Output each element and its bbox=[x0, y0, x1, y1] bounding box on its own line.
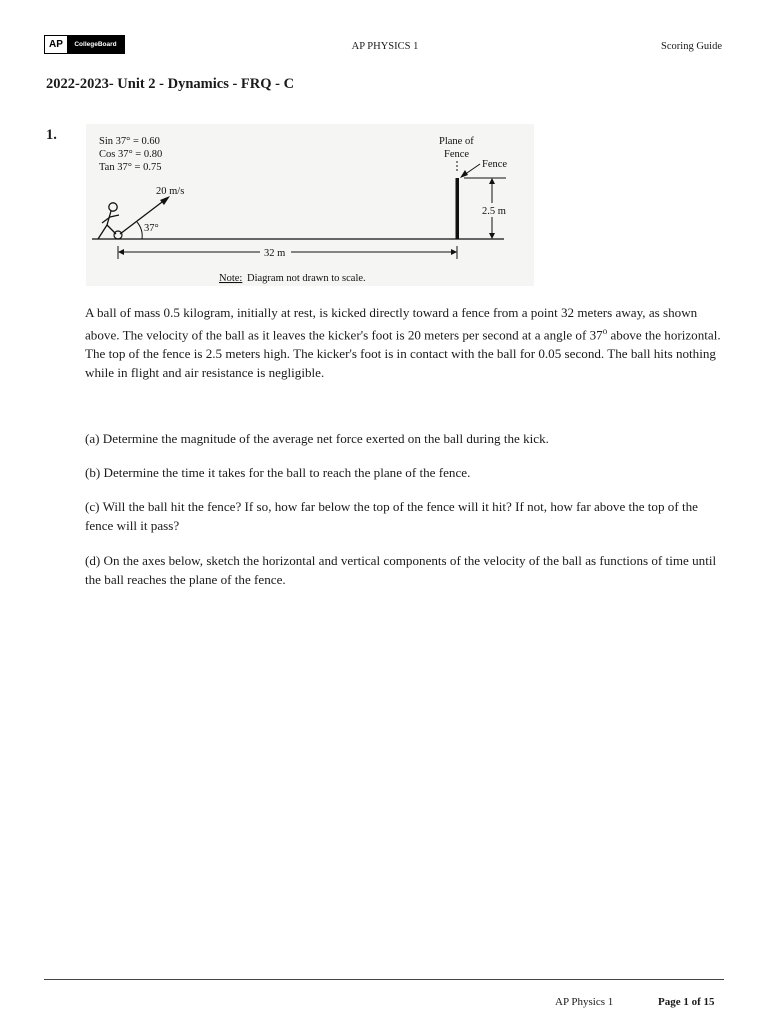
footer-divider bbox=[44, 979, 724, 980]
trig-tan: Tan 37° = 0.75 bbox=[99, 162, 162, 173]
distance-label: 32 m bbox=[264, 248, 286, 259]
velocity-arrowhead-icon bbox=[160, 196, 170, 205]
distance-arrow-left-icon bbox=[118, 249, 124, 255]
height-arrow-up-icon bbox=[489, 178, 495, 184]
kicker-figure bbox=[98, 203, 119, 239]
logo-ap-text: AP bbox=[45, 36, 67, 53]
trig-cos: Cos 37° = 0.80 bbox=[99, 149, 163, 160]
note-prefix: Note: bbox=[219, 273, 243, 284]
velocity-vector bbox=[120, 199, 166, 234]
footer-course: AP Physics 1 bbox=[555, 996, 614, 1008]
trig-sin: Sin 37° = 0.60 bbox=[99, 136, 160, 147]
projectile-diagram bbox=[86, 124, 534, 286]
logo-brand-text: CollegeBoard bbox=[67, 36, 124, 53]
question-number: 1. bbox=[46, 127, 57, 143]
fence-label: Fence bbox=[482, 159, 508, 170]
question-part-a: (a) Determine the magnitude of the average net force exerted on the ball during the kick. bbox=[85, 431, 549, 446]
plane-label-line2: Fence bbox=[444, 149, 470, 160]
degree-superscript: o bbox=[602, 326, 608, 336]
fence-pointer-arrowhead-icon bbox=[460, 170, 468, 178]
problem-statement-part-1: A ball of mass 0.5 kilogram, initially at rest, is kicked directly toward a fence from a point 32 meters away, as shown above. The velocity of the ball as it leaves the kicker's foot is 20 meters per second at a angle of 37 bbox=[85, 305, 698, 343]
height-arrow-down-icon bbox=[489, 233, 495, 239]
footer-page-number: Page 1 of 15 bbox=[658, 996, 715, 1008]
ball-icon bbox=[114, 231, 122, 239]
plane-label-line1: Plane of bbox=[439, 136, 474, 147]
question-part-d: (d) On the axes below, sketch the horizontal and vertical components of the velocity of the ball as functions of time until the ball reaches the plane of the fence. bbox=[85, 553, 717, 587]
angle-label: 37° bbox=[144, 223, 159, 234]
speed-label: 20 m/s bbox=[156, 186, 185, 197]
ap-college-board-logo bbox=[44, 35, 125, 54]
height-label: 2.5 m bbox=[482, 206, 506, 217]
header-course: AP PHYSICS 1 bbox=[351, 41, 419, 52]
question-part-c: (c) Will the ball hit the fence? If so, how far below the top of the fence will it hit? If not, how far above the top of the fence will it pass? bbox=[85, 499, 698, 533]
header-scoring-guide: Scoring Guide bbox=[661, 41, 722, 52]
distance-arrow-right-icon bbox=[451, 249, 457, 255]
angle-arc bbox=[137, 222, 142, 239]
problem-statement bbox=[85, 303, 725, 382]
note-text: Diagram not drawn to scale. bbox=[247, 273, 366, 284]
page-title: 2022-2023- Unit 2 - Dynamics - FRQ - C bbox=[46, 76, 295, 92]
problem-statement-part-2: above the horizontal. The top of the fence is 2.5 meters high. The kicker's foot is in contact with the ball for 0.05 second. The ball hits nothing while in flight and air resistance is negligible. bbox=[85, 327, 721, 381]
fence bbox=[456, 178, 460, 239]
question-part-b: (b) Determine the time it takes for the ball to reach the plane of the fence. bbox=[85, 465, 471, 480]
